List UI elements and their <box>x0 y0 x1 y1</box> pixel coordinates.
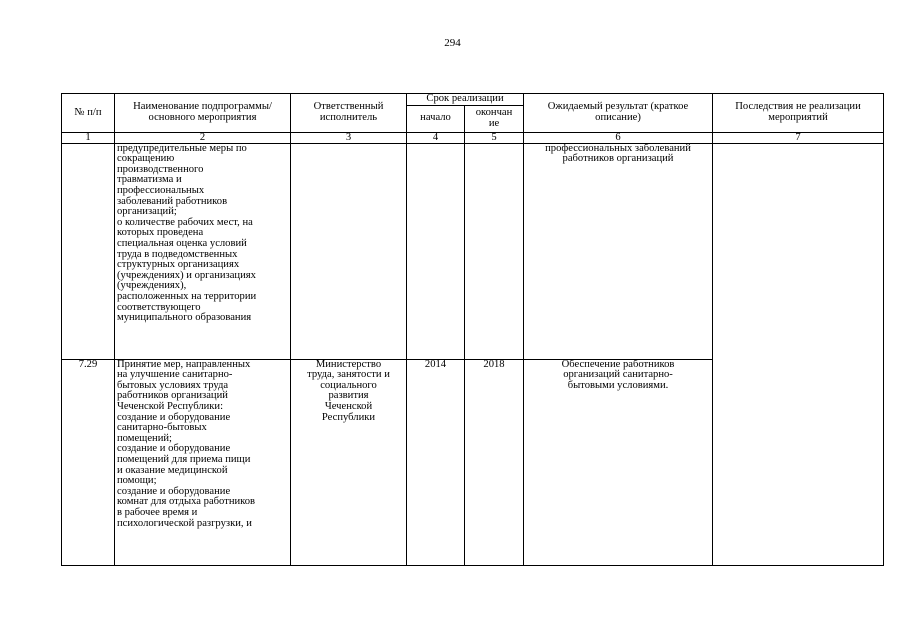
measures-table <box>61 93 884 566</box>
row-name: предупредительные меры по сокращению производственного травматизма и профессиональных заболеваний работников организаций; о количестве рабочих мест, на которых проведена специальная оценка условий труда в подведомственных структурных организациях (учреждениях) и организациях (учреждениях), расположенных на территории соответствующего муниципального образования <box>115 143 291 359</box>
column-number: 2 <box>115 132 291 143</box>
row-consequences <box>713 143 884 565</box>
row-executor: Министерство труда, занятости и социального развития Чеченской Республики <box>291 359 407 565</box>
row-num <box>62 143 115 359</box>
row-num: 7.29 <box>62 359 115 565</box>
row-result: профессиональных заболеваний работников организаций <box>524 143 713 359</box>
row-end <box>465 143 524 359</box>
row-name: Принятие мер, направленных на улучшение санитарно- бытовых условиях труда работников организаций Чеченской Республики: создание и оборудование санитарно-бытовых помещений; создание и оборудование помещений для приема пищи и оказание медицинской помощи; создание и оборудование комнат для отдыха работников в рабочее время и психологической разгрузки, и <box>115 359 291 565</box>
header-name: Наименование подпрограммы/ основного мероприятия <box>115 94 291 133</box>
column-number: 1 <box>62 132 115 143</box>
row-start: 2014 <box>407 359 465 565</box>
row-start <box>407 143 465 359</box>
column-number: 3 <box>291 132 407 143</box>
table-row <box>62 143 884 359</box>
column-number: 7 <box>713 132 884 143</box>
column-number: 5 <box>465 132 524 143</box>
row-executor <box>291 143 407 359</box>
header-row <box>62 94 884 106</box>
column-number-row <box>62 132 884 143</box>
header-num: № п/п <box>62 94 115 133</box>
row-result: Обеспечение работников организаций санитарно- бытовыми условиями. <box>524 359 713 565</box>
row-end: 2018 <box>465 359 524 565</box>
header-end: окончан ие <box>465 105 524 132</box>
page-number: 294 <box>444 37 461 49</box>
header-consequences: Последствия не реализации мероприятий <box>713 94 884 133</box>
header-executor: Ответственный исполнитель <box>291 94 407 133</box>
column-number: 6 <box>524 132 713 143</box>
header-period: Срок реализации <box>407 94 524 106</box>
column-number: 4 <box>407 132 465 143</box>
header-result: Ожидаемый результат (краткое описание) <box>524 94 713 133</box>
header-start: начало <box>407 105 465 132</box>
